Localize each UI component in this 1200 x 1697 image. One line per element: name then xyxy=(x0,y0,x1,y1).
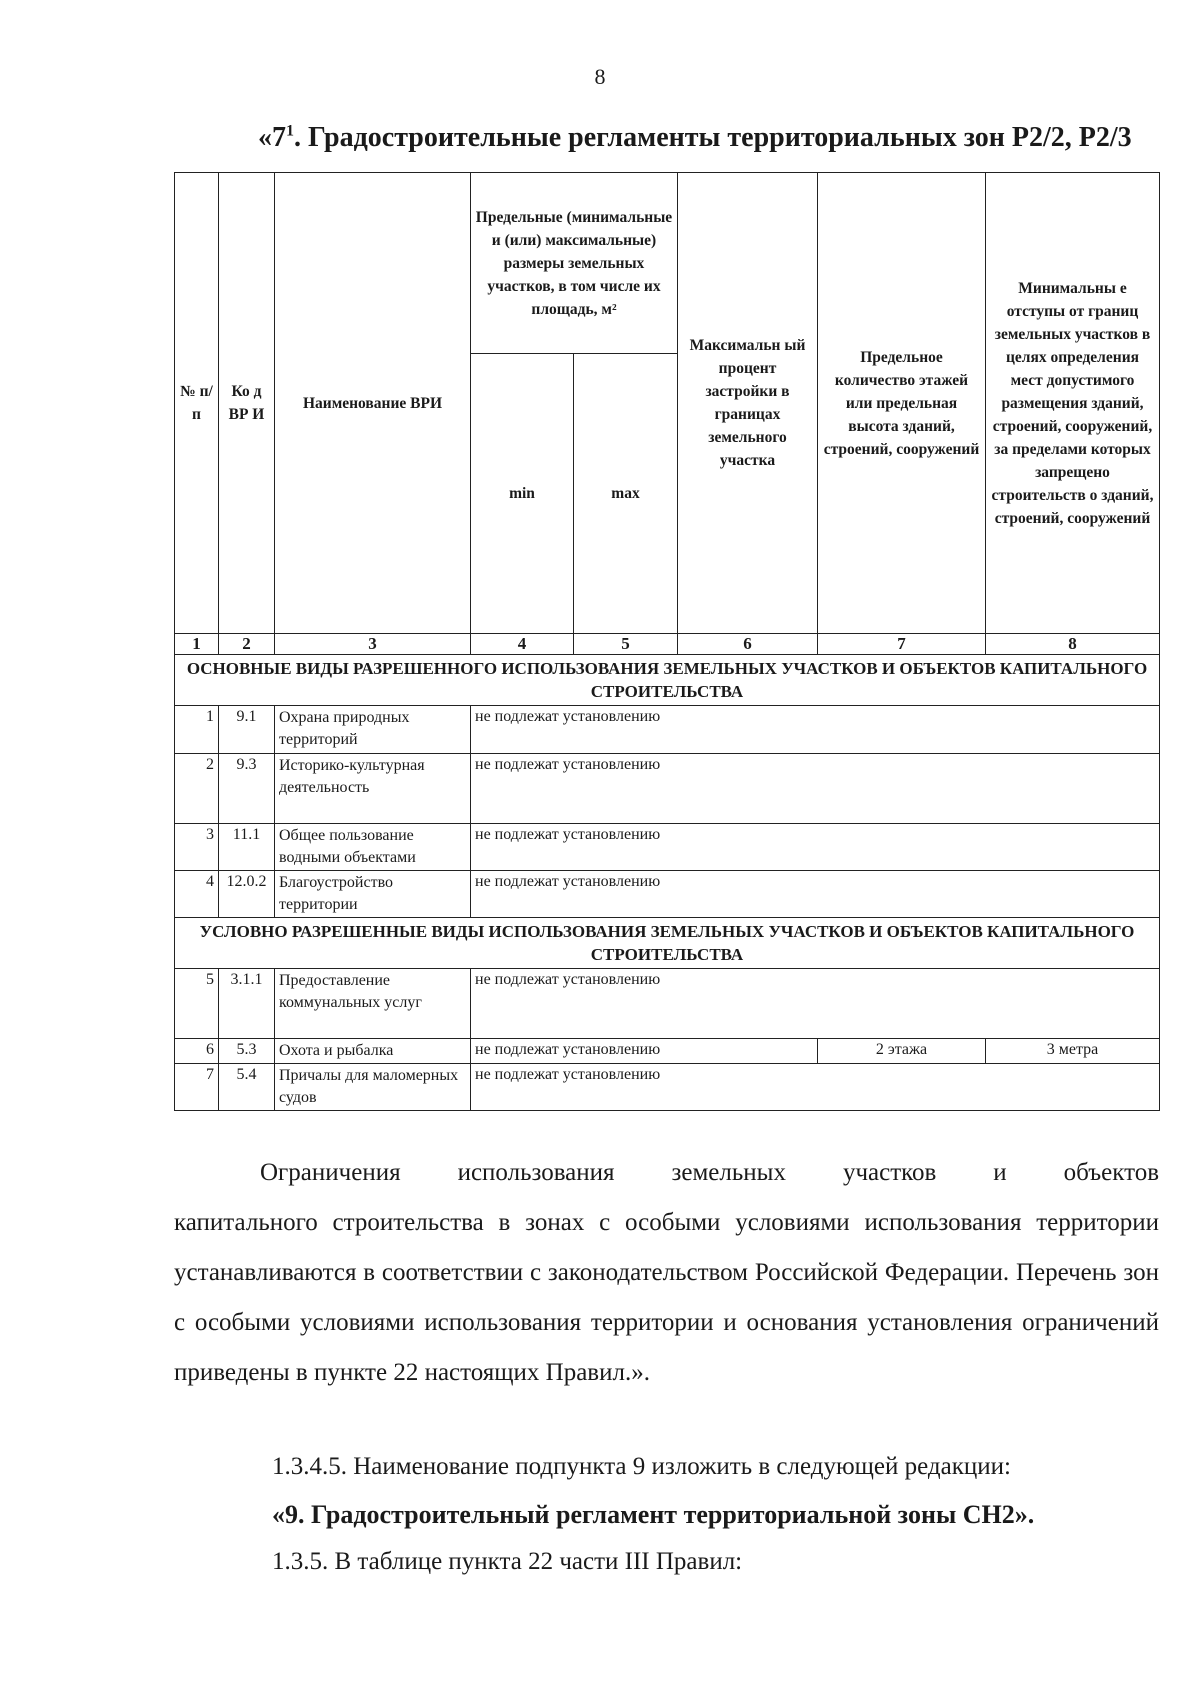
row-num: 5 xyxy=(175,969,219,1039)
column-number: 4 xyxy=(471,634,574,655)
restrictions-paragraph xyxy=(174,1148,1159,1398)
header-min: min xyxy=(471,354,574,634)
column-number: 8 xyxy=(986,634,1160,655)
row-num: 7 xyxy=(175,1064,219,1111)
row-name: Причалы для маломерных судов xyxy=(275,1064,471,1111)
header-max: max xyxy=(574,354,678,634)
header-min-setback: Минимальны е отступы от границ земельных участков в целях определения мест допустимого размещения зданий, строений, сооружений, за пределами которых запрещено строительств о зданий, строений, сооружений xyxy=(986,173,1160,634)
row-name: Предоставление коммунальных услуг xyxy=(275,969,471,1039)
table-row xyxy=(175,824,1160,871)
row-name: Охота и рыбалка xyxy=(275,1039,471,1064)
row-num: 2 xyxy=(175,754,219,824)
paragraph-continuation: капитального строительства в зонах с особыми условиями использования территории устанавливаются в соответствии с законодательством Российской Федерации. Перечень зон с особыми условиями использования территории и основания установления ограничений приведены в пункте 22 настоящих Правил.». xyxy=(174,1209,1159,1386)
section-title-prefix: «7 xyxy=(258,122,286,153)
header-max-building-percent: Максимальн ый процент застройки в границах земельного участка xyxy=(678,173,818,634)
header-num: № п/ п xyxy=(175,173,219,634)
row-code: 9.3 xyxy=(219,754,275,824)
row-floors: 2 этажа xyxy=(818,1039,986,1064)
section-title-text: . Градостроительные регламенты территориальных зон Р2/2, Р2/3 xyxy=(294,122,1132,153)
table-row xyxy=(175,969,1160,1039)
row-name: Историко-культурная деятельность xyxy=(275,754,471,824)
row-norm: не подлежат установлению xyxy=(471,1039,818,1064)
column-number: 2 xyxy=(219,634,275,655)
row-code: 11.1 xyxy=(219,824,275,871)
section-title xyxy=(258,122,1158,154)
page-number: 8 xyxy=(594,64,606,89)
header-code: Ко д ВР И xyxy=(219,173,275,634)
header-floor-limit: Предельное количество этажей или предельная высота зданий, строений, сооружений xyxy=(818,173,986,634)
row-num: 4 xyxy=(175,871,219,918)
row-num: 3 xyxy=(175,824,219,871)
column-number: 7 xyxy=(818,634,986,655)
row-norm: не подлежат установлению xyxy=(471,1064,1160,1111)
regulations-table xyxy=(174,172,1160,1111)
row-norm: не подлежат установлению xyxy=(471,754,1160,824)
row-norm: не подлежат установлению xyxy=(471,706,1160,754)
row-num: 1 xyxy=(175,706,219,754)
table-row xyxy=(175,754,1160,824)
table-row xyxy=(175,871,1160,918)
row-code: 3.1.1 xyxy=(219,969,275,1039)
row-norm: не подлежат установлению xyxy=(471,824,1160,871)
row-code: 5.4 xyxy=(219,1064,275,1111)
paragraph-first-line: Ограничения использования земельных участков и объектов xyxy=(260,1159,1159,1186)
row-code: 12.0.2 xyxy=(219,871,275,918)
column-number: 1 xyxy=(175,634,219,655)
section-title-superscript: 1 xyxy=(286,122,294,140)
table-row xyxy=(175,1039,1160,1064)
column-number: 3 xyxy=(275,634,471,655)
row-name: Общее пользование водными объектами xyxy=(275,824,471,871)
column-number: 6 xyxy=(678,634,818,655)
row-name: Благоустройство территории xyxy=(275,871,471,918)
table-row xyxy=(175,706,1160,754)
table-row xyxy=(175,1064,1160,1111)
group-header-conditional: УСЛОВНО РАЗРЕШЕННЫЕ ВИДЫ ИСПОЛЬЗОВАНИЯ ЗЕМЕЛЬНЫХ УЧАСТКОВ И ОБЪЕКТОВ КАПИТАЛЬНОГО СТРОИТЕЛЬСТВА xyxy=(175,918,1160,969)
amendment-line-1: 1.3.4.5. Наименование подпункта 9 изложить в следующей редакции: xyxy=(272,1453,1011,1480)
header-plot-size-limits: Предельные (минимальные и (или) максимальные) размеры земельных участков, в том числе их площадь, м² xyxy=(471,173,678,354)
amendment-line-2: 1.3.5. В таблице пункта 22 части III Правил: xyxy=(272,1548,743,1575)
row-norm: не подлежат установлению xyxy=(471,969,1160,1039)
header-name: Наименование ВРИ xyxy=(275,173,471,634)
row-code: 5.3 xyxy=(219,1039,275,1064)
column-number-row xyxy=(175,634,1160,655)
column-number: 5 xyxy=(574,634,678,655)
row-num: 6 xyxy=(175,1039,219,1064)
row-setback: 3 метра xyxy=(986,1039,1160,1064)
row-code: 9.1 xyxy=(219,706,275,754)
amendment-title-sn2: «9. Градостроительный регламент территориальной зоны СН2». xyxy=(272,1500,1035,1529)
row-name: Охрана природных территорий xyxy=(275,706,471,754)
row-norm: не подлежат установлению xyxy=(471,871,1160,918)
group-header-main: ОСНОВНЫЕ ВИДЫ РАЗРЕШЕННОГО ИСПОЛЬЗОВАНИЯ ЗЕМЕЛЬНЫХ УЧАСТКОВ И ОБЪЕКТОВ КАПИТАЛЬНОГО СТРОИТЕЛЬСТВА xyxy=(175,655,1160,706)
